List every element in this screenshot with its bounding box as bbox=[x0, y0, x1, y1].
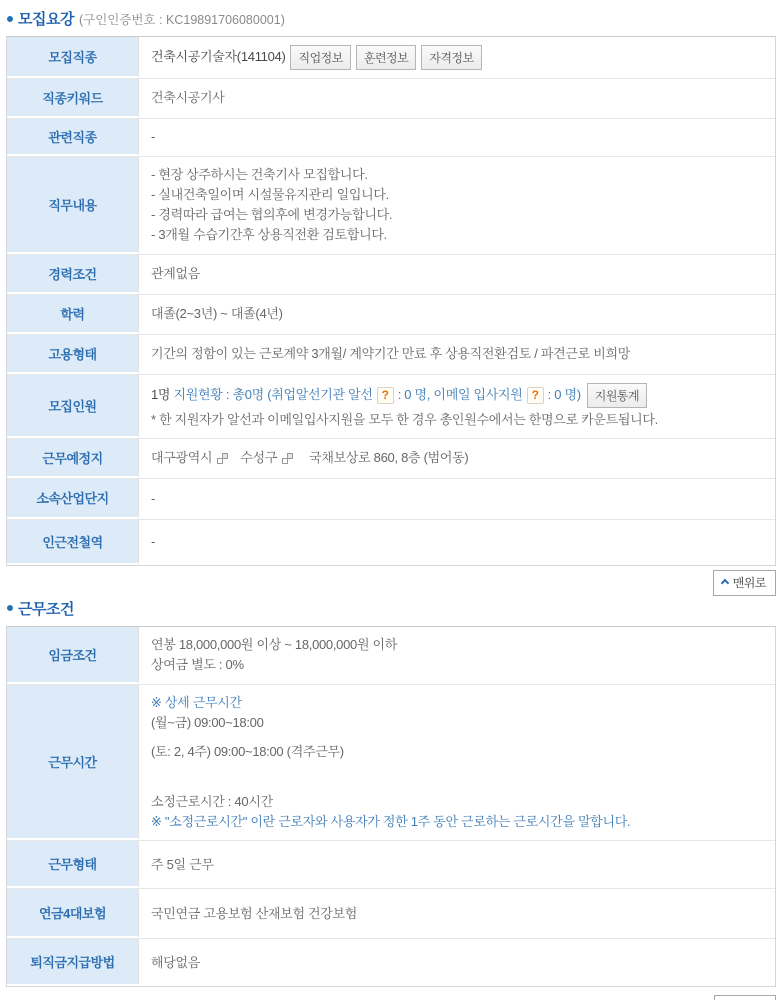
industrial-complex-value: - bbox=[151, 490, 156, 506]
salary-range: 연봉 18,000,000원 이상 ~ 18,000,000원 이하 bbox=[151, 637, 398, 653]
row-work-hours bbox=[7, 685, 775, 842]
work-location-label: 근무예정지 bbox=[7, 439, 139, 478]
work-hours-saturday: (토: 2, 4주) 09:00~18:00 (격주근무) bbox=[151, 743, 344, 759]
recruit-info-table bbox=[6, 36, 776, 566]
help-question-icon[interactable]: ? bbox=[377, 387, 394, 404]
keyword-value: 건축시공기사 bbox=[151, 90, 225, 106]
section-bullet-icon bbox=[7, 16, 13, 22]
open-map-window-icon[interactable] bbox=[282, 453, 293, 464]
conditions-section-header bbox=[7, 598, 776, 619]
insurance-value: 국민연금 고용보험 산재보험 건강보험 bbox=[151, 905, 358, 921]
application-status-text: : 0 명, 이메일 입사지원 bbox=[397, 386, 523, 402]
application-status-text: : 0 명) bbox=[547, 386, 581, 402]
row-headcount bbox=[7, 375, 775, 439]
career-label: 경력조건 bbox=[7, 255, 139, 294]
work-hours-weekday: (월~금) 09:00~18:00 bbox=[151, 714, 264, 730]
work-hours-detail-heading: ※ 상세 근무시간 bbox=[151, 694, 242, 710]
location-address: 국채보상로 860, 8층 (범어동) bbox=[309, 450, 469, 466]
work-hours-note: ※ "소정근로시간" 이란 근로자와 사용자가 정한 1주 동안 근로하는 근로시간을 말합니다. bbox=[151, 814, 631, 830]
row-insurance bbox=[7, 889, 775, 939]
back-to-top-label: 맨위로 bbox=[732, 575, 766, 590]
conditions-info-table bbox=[6, 626, 776, 988]
headcount-count: 1명 bbox=[151, 386, 171, 402]
related-jobs-label: 관련직종 bbox=[7, 119, 139, 156]
career-value: 관계없음 bbox=[151, 265, 201, 281]
duties-line: - 실내건축일이며 시설물유지관리 일입니다. bbox=[151, 187, 389, 203]
duties-line: - 3개월 수습기간후 상용직전환 검토합니다. bbox=[151, 227, 387, 243]
help-question-icon[interactable]: ? bbox=[527, 387, 544, 404]
related-jobs-value: - bbox=[151, 129, 156, 145]
recruit-section-title: 모집요강 bbox=[18, 11, 74, 28]
row-education bbox=[7, 295, 775, 335]
employment-type-value: 기간의 정함이 있는 근로계약 3개월/ 계약기간 만료 후 상용직전환검토 / 파견근로 비희망 bbox=[151, 345, 631, 361]
section-bullet-icon bbox=[7, 605, 13, 611]
job-type-label: 모집직종 bbox=[7, 37, 139, 78]
row-severance bbox=[7, 939, 775, 986]
license-info-button[interactable]: 자격정보 bbox=[421, 45, 481, 70]
salary-label: 임금조건 bbox=[7, 627, 139, 684]
row-salary bbox=[7, 627, 775, 685]
back-to-top-button[interactable] bbox=[713, 570, 776, 596]
education-label: 학력 bbox=[7, 295, 139, 334]
job-info-button[interactable]: 직업정보 bbox=[290, 45, 350, 70]
employment-type-label: 고용형태 bbox=[7, 335, 139, 374]
duties-label: 직무내용 bbox=[7, 157, 139, 254]
row-industrial-complex bbox=[7, 479, 775, 520]
keyword-label: 직종키워드 bbox=[7, 79, 139, 118]
chevron-up-icon bbox=[720, 579, 728, 587]
severance-value: 해당없음 bbox=[151, 954, 201, 970]
row-subway bbox=[7, 520, 775, 565]
severance-label: 퇴직금지급방법 bbox=[7, 939, 139, 986]
duties-line: - 현장 상주하시는 건축기사 모집합니다. bbox=[151, 167, 368, 182]
recruit-section-header bbox=[7, 8, 776, 29]
duties-line: - 경력따라 급여는 협의후에 변경가능합니다. bbox=[151, 207, 393, 223]
row-duties bbox=[7, 157, 775, 255]
headcount-note: * 한 지원자가 알선과 이메일입사지원을 모두 한 경우 총인원수에서는 한명으로 카운트됩니다. bbox=[151, 411, 658, 427]
work-type-value: 주 5일 근무 bbox=[151, 856, 214, 872]
work-type-label: 근무형태 bbox=[7, 841, 139, 888]
back-to-top-button-partial[interactable] bbox=[714, 995, 776, 1000]
insurance-label: 연금4대보험 bbox=[7, 889, 139, 938]
location-region1: 대구광역시 bbox=[151, 450, 213, 466]
recruit-cert-number: (구인인증번호 : KC19891706080001) bbox=[78, 12, 285, 27]
row-job-type bbox=[7, 37, 775, 79]
row-keyword bbox=[7, 79, 775, 119]
work-hours-statutory: 소정근로시간 : 40시간 bbox=[151, 794, 273, 810]
subway-value: - bbox=[151, 534, 156, 550]
education-value: 대졸(2~3년) ~ 대졸(4년) bbox=[151, 305, 283, 321]
back-to-top-bar bbox=[6, 570, 776, 596]
row-related-jobs bbox=[7, 119, 775, 157]
headcount-label: 모집인원 bbox=[7, 375, 139, 438]
row-work-location bbox=[7, 439, 775, 479]
application-status-text: 지원현황 : 총0명 (취업알선기관 알선 bbox=[173, 386, 373, 402]
application-stats-button[interactable]: 지원통계 bbox=[587, 383, 647, 408]
open-map-window-icon[interactable] bbox=[217, 453, 228, 464]
training-info-button[interactable]: 훈련정보 bbox=[356, 45, 416, 70]
conditions-section-title: 근무조건 bbox=[18, 600, 74, 618]
industrial-complex-label: 소속산업단지 bbox=[7, 479, 139, 519]
row-work-type bbox=[7, 841, 775, 889]
job-type-value: 건축시공기술자(141104) bbox=[151, 49, 286, 65]
location-region2: 수성구 bbox=[240, 450, 278, 466]
row-career bbox=[7, 255, 775, 295]
salary-bonus: 상여금 별도 : 0% bbox=[151, 657, 244, 673]
subway-label: 인근전철역 bbox=[7, 520, 139, 565]
row-employment-type bbox=[7, 335, 775, 375]
work-hours-label: 근무시간 bbox=[7, 685, 139, 841]
